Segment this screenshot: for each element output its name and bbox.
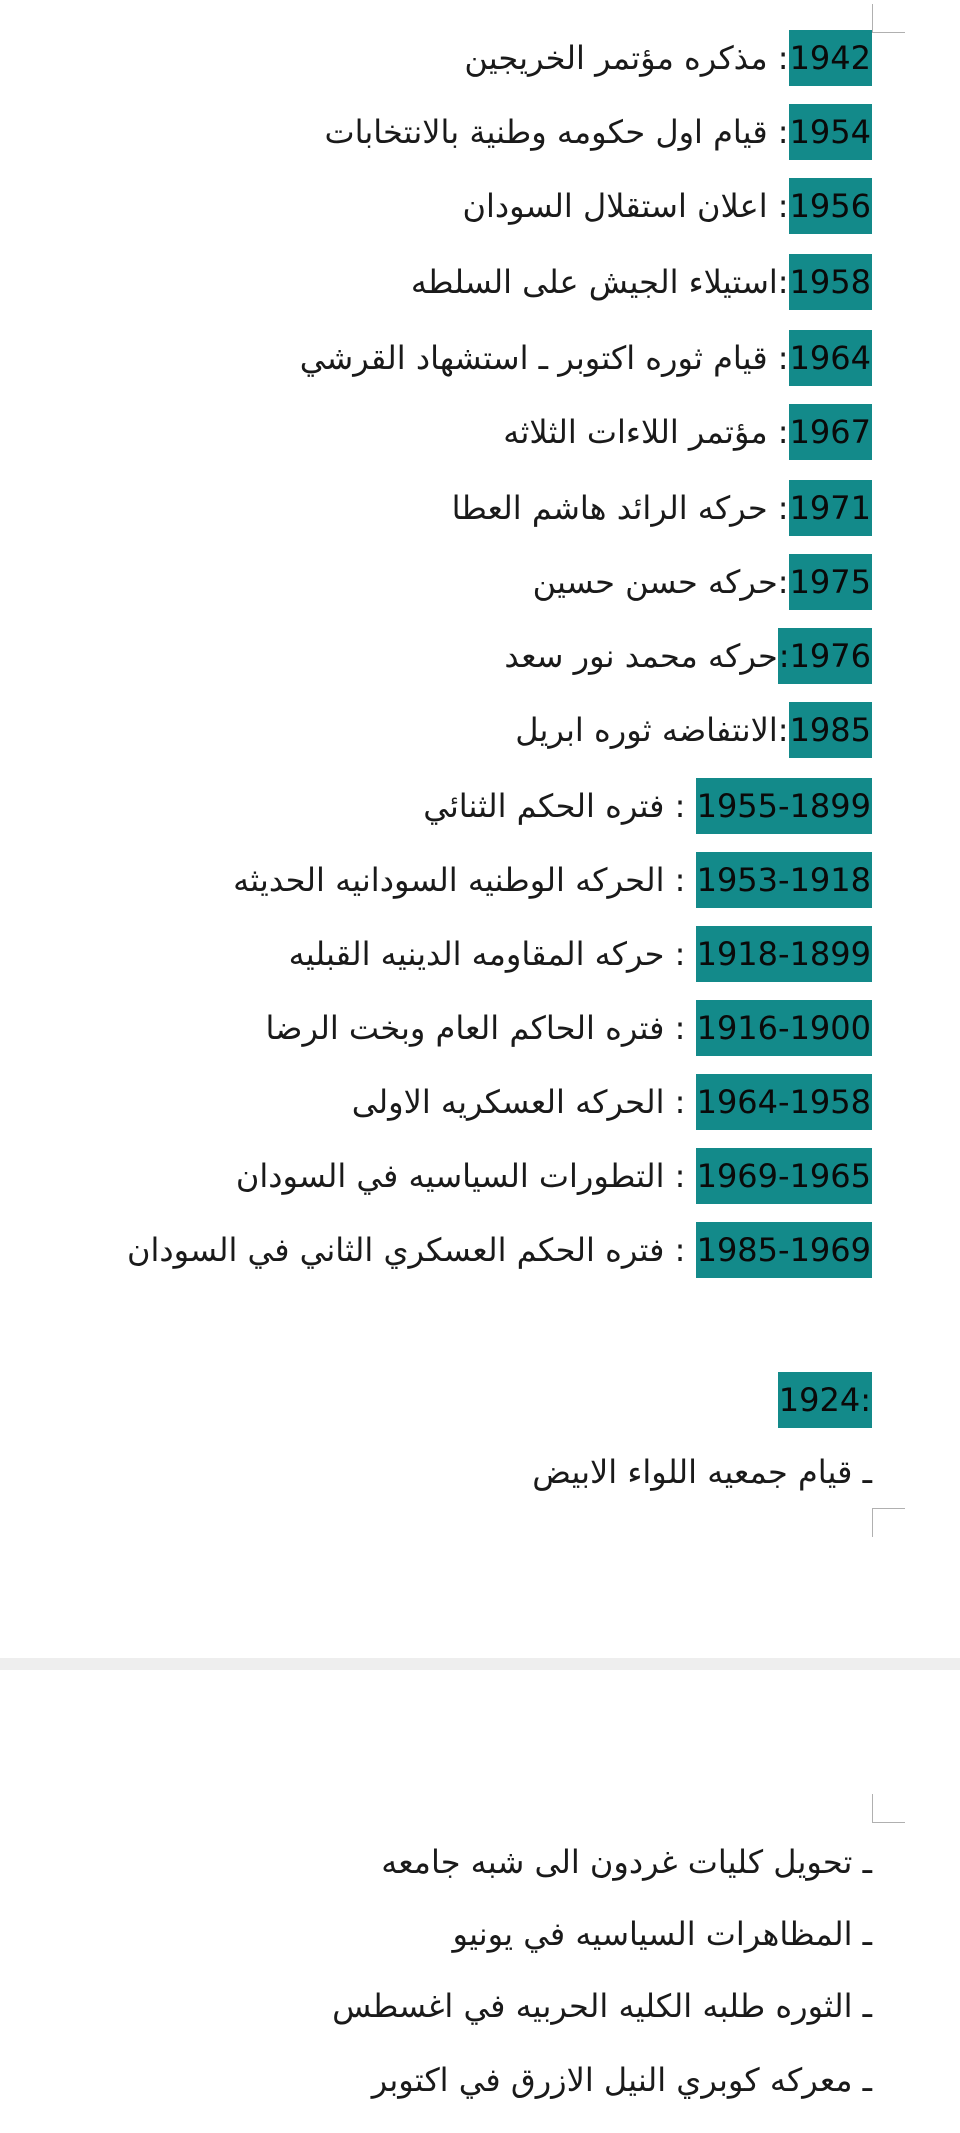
entry-text: :استيلاء الجيش على السلطه — [410, 263, 789, 301]
timeline-entry — [462, 178, 872, 234]
timeline-entry — [236, 1148, 872, 1204]
year-highlight: 1971 — [789, 480, 872, 536]
year-highlight: 1969-1965 — [696, 1148, 872, 1204]
year-highlight: 1976: — [778, 628, 872, 684]
timeline-entry — [289, 926, 872, 982]
page-margin-corner-top — [872, 1794, 905, 1823]
document-page-2 — [0, 1670, 960, 2133]
year-highlight: 1954 — [789, 104, 872, 160]
year-highlight: 1964-1958 — [696, 1074, 872, 1130]
year-highlight: 1956 — [789, 178, 872, 234]
year-highlight: 1985 — [789, 702, 872, 758]
bullet-item: ـ معركه كوبري النيل الازرق في اكتوبر — [371, 2061, 872, 2099]
entry-text: : حركه الرائد هاشم العطا — [451, 489, 789, 527]
entry-text: : التطورات السياسيه في السودان — [235, 1157, 696, 1195]
timeline-entry — [300, 330, 872, 386]
entry-text: : فتره الحكم العسكري الثاني في السودان — [127, 1231, 696, 1269]
entry-text: :الانتفاضه ثوره ابريل — [515, 711, 789, 749]
entry-text: : الحركه العسكريه الاولى — [351, 1083, 696, 1121]
entry-text: : قيام اول حكومه وطنية بالانتخابات — [324, 113, 789, 151]
year-highlight: 1967 — [789, 404, 872, 460]
page-margin-corner-bottom — [872, 1508, 905, 1537]
timeline-entry — [324, 104, 872, 160]
entry-text: :حركه حسن حسين — [532, 563, 789, 601]
timeline-entry — [533, 554, 872, 610]
entry-text: : فتره الحكم الثنائي — [423, 787, 696, 825]
timeline-entry — [352, 1074, 872, 1130]
entry-text: : مؤتمر اللاءات الثلاثه — [503, 413, 789, 451]
timeline-entry — [504, 628, 872, 684]
section-heading-1924 — [778, 1372, 872, 1428]
year-highlight: 1918-1899 — [696, 926, 872, 982]
year-highlight: 1985-1969 — [696, 1222, 872, 1278]
year-highlight: 1964 — [789, 330, 872, 386]
year-highlight: 1953-1918 — [696, 852, 872, 908]
entry-text: : اعلان استقلال السودان — [462, 187, 789, 225]
entry-text: : قيام ثوره اكتوبر ـ استشهاد القرشي — [299, 339, 789, 377]
entry-text: : فتره الحاكم العام وبخت الرضا — [265, 1009, 696, 1047]
page-separator — [0, 1658, 960, 1670]
page-margin-corner-top — [872, 4, 905, 33]
timeline-entry — [423, 778, 872, 834]
bullet-item: ـ تحويل كليات غردون الى شبه جامعه — [381, 1843, 872, 1881]
timeline-entry — [266, 1000, 872, 1056]
entry-text: : حركه المقاومه الدينيه القبليه — [288, 935, 696, 973]
bullet-item: ـ المظاهرات السياسيه في يونيو — [452, 1915, 872, 1953]
year-highlight: 1942 — [789, 30, 872, 86]
bullet-item: ـ قيام جمعيه اللواء الابيض — [532, 1453, 872, 1491]
timeline-entry — [233, 852, 872, 908]
year-highlight: 1916-1900 — [696, 1000, 872, 1056]
timeline-entry — [411, 254, 872, 310]
timeline-entry — [503, 404, 872, 460]
year-highlight: 1958 — [789, 254, 872, 310]
timeline-entry — [515, 702, 872, 758]
year-highlight: 1955-1899 — [696, 778, 872, 834]
entry-text: : الحركه الوطنيه السودانيه الحديثه — [233, 861, 696, 899]
timeline-entry — [464, 30, 872, 86]
entry-text: : مذكره مؤتمر الخريجين — [464, 39, 789, 77]
timeline-entry — [127, 1222, 872, 1278]
timeline-entry — [452, 480, 872, 536]
year-highlight: 1975 — [789, 554, 872, 610]
year-highlight: :1924 — [778, 1372, 872, 1428]
bullet-item: ـ الثوره طلبه الكليه الحربيه في اغسطس — [332, 1987, 872, 2025]
entry-text: حركه محمد نور سعد — [504, 637, 778, 675]
